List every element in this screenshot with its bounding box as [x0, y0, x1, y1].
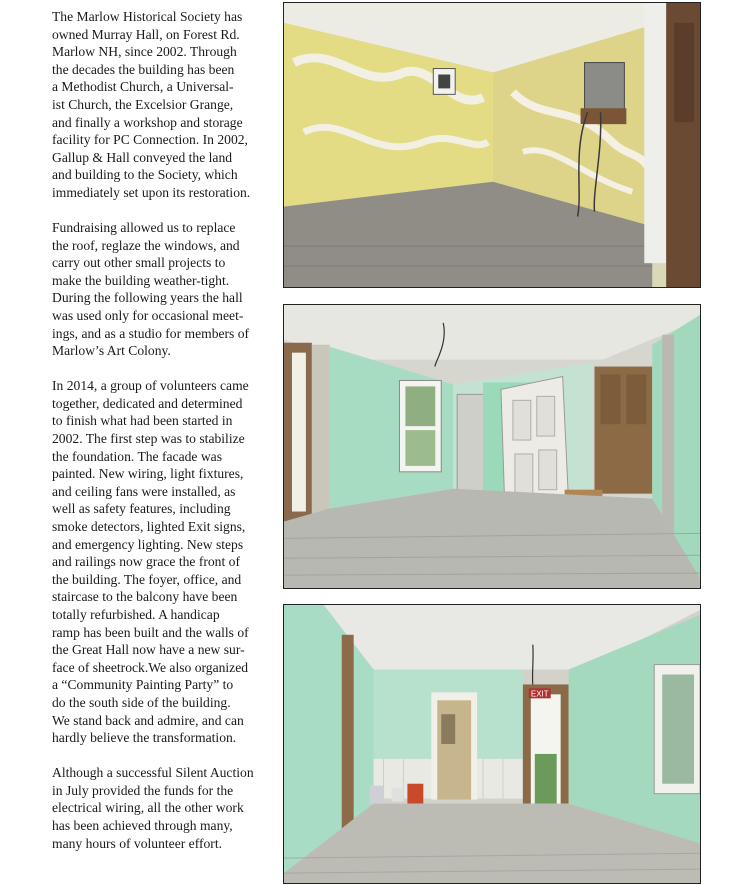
text-line: The Marlow Historical Society has: [52, 9, 243, 24]
text-line: the roof, reglaze the windows, and: [52, 237, 240, 253]
text-line: make the building weather-tight.: [52, 272, 230, 288]
article-text-column: [52, 8, 272, 870]
text-line: owned Murray Hall, on Forest Rd.: [52, 26, 240, 42]
text-line: and railings now grace the front of: [52, 554, 240, 570]
text-line: and finally a workshop and storage: [52, 114, 243, 130]
text-line: hardly believe the transformation.: [52, 730, 237, 746]
article-paragraph: [52, 377, 272, 746]
article-paragraph: [52, 219, 272, 360]
text-line: painted. New wiring, light fixtures,: [52, 466, 244, 482]
photo-great-hall-exit: [283, 604, 701, 884]
text-line: and emergency lighting. New steps: [52, 536, 244, 552]
text-line: a Methodist Church, a Universal-: [52, 79, 234, 95]
text-line: Fundraising allowed us to replace: [52, 220, 236, 236]
text-line: electrical wiring, all the other work: [52, 800, 244, 816]
text-line: in July provided the funds for the: [52, 782, 234, 798]
article-paragraph: [52, 764, 272, 852]
text-line: the foundation. The facade was: [52, 448, 222, 464]
text-line: and building to the Society, which: [52, 167, 238, 183]
text-line: do the south side of the building.: [52, 694, 231, 710]
text-line: totally refurbished. A handicap: [52, 607, 220, 622]
text-line: has been achieved through many,: [52, 818, 233, 834]
text-line: smoke detectors, lighted Exit signs,: [52, 519, 246, 535]
text-line: the decades the building has been: [52, 61, 235, 77]
text-line: Marlow NH, since 2002. Through: [52, 44, 237, 60]
text-line: We stand back and admire, and can: [52, 712, 244, 728]
text-line: and ceiling fans were installed, as: [52, 483, 236, 499]
text-line: 2002. The first step was to stabilize: [52, 431, 245, 447]
text-line: the building. The foyer, office, and: [52, 571, 242, 587]
text-line: ramp has been built and the walls of: [52, 624, 249, 640]
text-line: During the following years the hall: [52, 290, 243, 306]
text-line: Marlow’s Art Colony.: [52, 343, 171, 359]
text-line: immediately set upon its restoration.: [52, 184, 251, 200]
photo-green-room-doors: [283, 304, 701, 589]
text-line: Gallup & Hall conveyed the land: [52, 149, 233, 165]
text-line: many hours of volunteer effort.: [52, 835, 223, 851]
text-line: facility for PC Connection. In 2002,: [52, 132, 248, 148]
text-line: staircase to the balcony have been: [52, 589, 238, 605]
exit-sign-text: EXIT: [530, 689, 549, 699]
text-line: to finish what had been started in: [52, 413, 233, 429]
text-line: the Great Hall now have a new sur-: [52, 642, 245, 658]
text-line: together, dedicated and determined: [52, 395, 243, 411]
text-line: Although a successful Silent Auction: [52, 765, 254, 781]
text-line: ings, and as a studio for members of: [52, 325, 250, 341]
photo-yellow-room-electrical-panel: [283, 2, 701, 288]
text-line: carry out other small projects to: [52, 255, 226, 271]
article-paragraph: [52, 8, 272, 202]
text-line: well as safety features, including: [52, 501, 231, 517]
text-line: face of sheetrock.We also organized: [52, 659, 249, 675]
text-line: In 2014, a group of volunteers came: [52, 378, 249, 394]
text-line: was used only for occasional meet-: [52, 308, 244, 323]
text-line: ist Church, the Excelsior Grange,: [52, 96, 234, 112]
text-line: a “Community Painting Party” to: [52, 677, 234, 693]
